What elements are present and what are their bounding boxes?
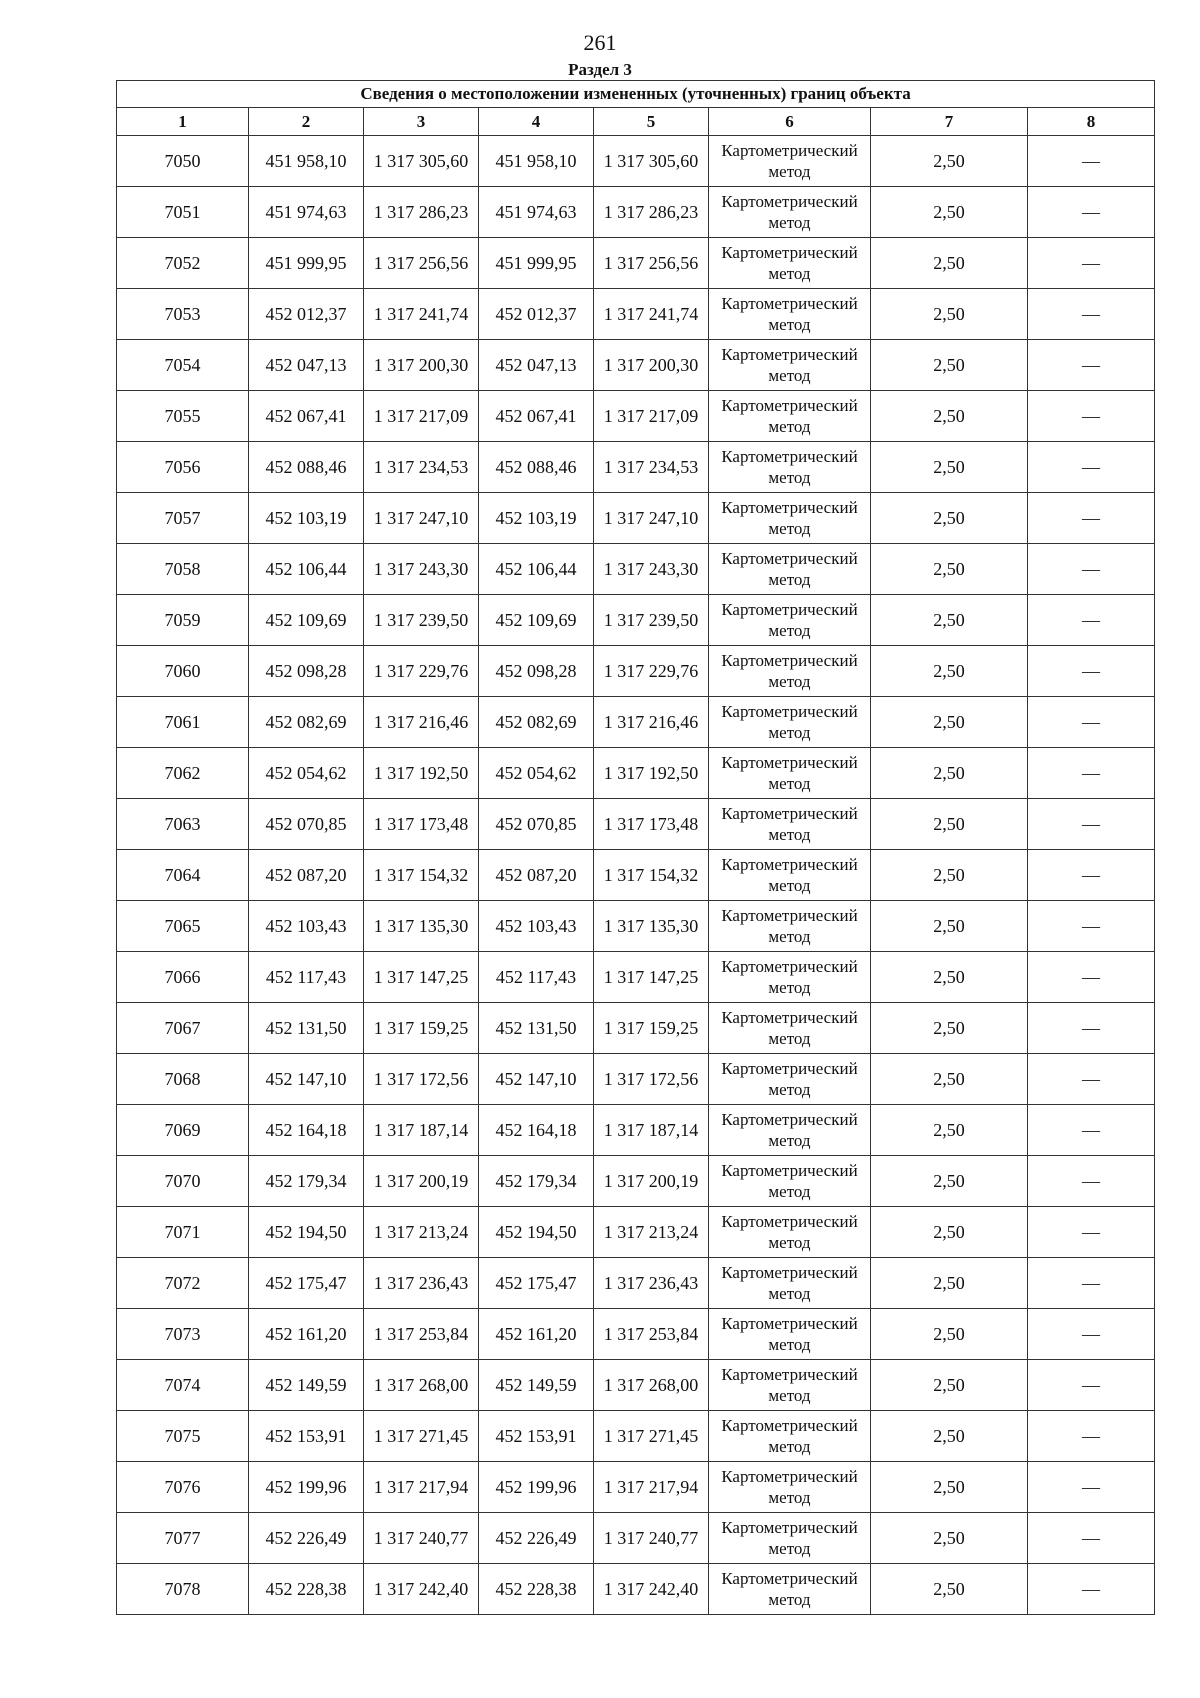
note-cell: — [1028, 595, 1155, 646]
y-existing-cell: 1 317 200,30 [364, 340, 479, 391]
point-number-cell: 7060 [117, 646, 249, 697]
table-row [117, 136, 1155, 187]
y-new-cell: 1 317 236,43 [594, 1258, 709, 1309]
note-cell: — [1028, 1003, 1155, 1054]
table-caption: Сведения о местоположении измененных (уточненных) границ объекта [117, 81, 1155, 108]
point-number-cell: 7052 [117, 238, 249, 289]
x-existing-cell: 452 153,91 [249, 1411, 364, 1462]
point-number-cell: 7069 [117, 1105, 249, 1156]
accuracy-cell: 2,50 [871, 1360, 1028, 1411]
y-existing-cell: 1 317 242,40 [364, 1564, 479, 1615]
x-existing-cell: 452 047,13 [249, 340, 364, 391]
accuracy-cell: 2,50 [871, 799, 1028, 850]
accuracy-cell: 2,50 [871, 442, 1028, 493]
y-new-cell: 1 317 271,45 [594, 1411, 709, 1462]
y-new-cell: 1 317 286,23 [594, 187, 709, 238]
note-cell: — [1028, 901, 1155, 952]
y-existing-cell: 1 317 236,43 [364, 1258, 479, 1309]
y-new-cell: 1 317 242,40 [594, 1564, 709, 1615]
y-new-cell: 1 317 234,53 [594, 442, 709, 493]
accuracy-cell: 2,50 [871, 340, 1028, 391]
y-new-cell: 1 317 268,00 [594, 1360, 709, 1411]
accuracy-cell: 2,50 [871, 1105, 1028, 1156]
x-new-cell: 452 103,43 [479, 901, 594, 952]
accuracy-cell: 2,50 [871, 1156, 1028, 1207]
table-row [117, 1054, 1155, 1105]
accuracy-cell: 2,50 [871, 1462, 1028, 1513]
x-existing-cell: 452 109,69 [249, 595, 364, 646]
method-cell: Картометрический метод [709, 136, 871, 187]
point-number-cell: 7065 [117, 901, 249, 952]
method-cell: Картометрический метод [709, 646, 871, 697]
y-new-cell: 1 317 305,60 [594, 136, 709, 187]
x-existing-cell: 452 226,49 [249, 1513, 364, 1564]
point-number-cell: 7070 [117, 1156, 249, 1207]
table-row [117, 1462, 1155, 1513]
x-new-cell: 452 147,10 [479, 1054, 594, 1105]
method-cell: Картометрический метод [709, 187, 871, 238]
point-number-cell: 7054 [117, 340, 249, 391]
y-new-cell: 1 317 256,56 [594, 238, 709, 289]
x-new-cell: 452 103,19 [479, 493, 594, 544]
note-cell: — [1028, 289, 1155, 340]
accuracy-cell: 2,50 [871, 1564, 1028, 1615]
column-header: 4 [479, 108, 594, 136]
accuracy-cell: 2,50 [871, 289, 1028, 340]
y-existing-cell: 1 317 239,50 [364, 595, 479, 646]
y-existing-cell: 1 317 268,00 [364, 1360, 479, 1411]
method-cell: Картометрический метод [709, 289, 871, 340]
x-existing-cell: 452 106,44 [249, 544, 364, 595]
y-existing-cell: 1 317 243,30 [364, 544, 479, 595]
y-new-cell: 1 317 247,10 [594, 493, 709, 544]
table-row [117, 952, 1155, 1003]
x-existing-cell: 452 149,59 [249, 1360, 364, 1411]
table-row [117, 1411, 1155, 1462]
y-existing-cell: 1 317 217,94 [364, 1462, 479, 1513]
method-cell: Картометрический метод [709, 1360, 871, 1411]
note-cell: — [1028, 1462, 1155, 1513]
y-new-cell: 1 317 217,94 [594, 1462, 709, 1513]
x-existing-cell: 452 194,50 [249, 1207, 364, 1258]
method-cell: Картометрический метод [709, 493, 871, 544]
point-number-cell: 7064 [117, 850, 249, 901]
column-header: 1 [117, 108, 249, 136]
method-cell: Картометрический метод [709, 799, 871, 850]
x-new-cell: 452 117,43 [479, 952, 594, 1003]
y-existing-cell: 1 317 154,32 [364, 850, 479, 901]
x-existing-cell: 452 098,28 [249, 646, 364, 697]
x-new-cell: 452 199,96 [479, 1462, 594, 1513]
y-existing-cell: 1 317 229,76 [364, 646, 479, 697]
method-cell: Картометрический метод [709, 1156, 871, 1207]
x-existing-cell: 452 199,96 [249, 1462, 364, 1513]
table-row [117, 544, 1155, 595]
note-cell: — [1028, 1360, 1155, 1411]
note-cell: — [1028, 1258, 1155, 1309]
point-number-cell: 7077 [117, 1513, 249, 1564]
x-existing-cell: 452 070,85 [249, 799, 364, 850]
y-existing-cell: 1 317 234,53 [364, 442, 479, 493]
x-existing-cell: 452 179,34 [249, 1156, 364, 1207]
x-new-cell: 452 153,91 [479, 1411, 594, 1462]
point-number-cell: 7067 [117, 1003, 249, 1054]
point-number-cell: 7074 [117, 1360, 249, 1411]
point-number-cell: 7053 [117, 289, 249, 340]
point-number-cell: 7078 [117, 1564, 249, 1615]
point-number-cell: 7050 [117, 136, 249, 187]
note-cell: — [1028, 697, 1155, 748]
x-new-cell: 452 175,47 [479, 1258, 594, 1309]
point-number-cell: 7072 [117, 1258, 249, 1309]
note-cell: — [1028, 952, 1155, 1003]
y-existing-cell: 1 317 173,48 [364, 799, 479, 850]
table-row [117, 1360, 1155, 1411]
y-existing-cell: 1 317 305,60 [364, 136, 479, 187]
note-cell: — [1028, 1411, 1155, 1462]
x-new-cell: 452 228,38 [479, 1564, 594, 1615]
accuracy-cell: 2,50 [871, 1309, 1028, 1360]
y-new-cell: 1 317 229,76 [594, 646, 709, 697]
x-new-cell: 452 149,59 [479, 1360, 594, 1411]
y-existing-cell: 1 317 217,09 [364, 391, 479, 442]
x-new-cell: 452 098,28 [479, 646, 594, 697]
y-new-cell: 1 317 173,48 [594, 799, 709, 850]
y-new-cell: 1 317 243,30 [594, 544, 709, 595]
y-new-cell: 1 317 154,32 [594, 850, 709, 901]
y-new-cell: 1 317 200,19 [594, 1156, 709, 1207]
table-row [117, 1258, 1155, 1309]
y-existing-cell: 1 317 147,25 [364, 952, 479, 1003]
accuracy-cell: 2,50 [871, 238, 1028, 289]
table-row [117, 697, 1155, 748]
accuracy-cell: 2,50 [871, 136, 1028, 187]
table-row [117, 901, 1155, 952]
boundary-coordinates-table [116, 80, 1155, 1615]
x-existing-cell: 451 958,10 [249, 136, 364, 187]
x-new-cell: 452 194,50 [479, 1207, 594, 1258]
table-row [117, 646, 1155, 697]
note-cell: — [1028, 850, 1155, 901]
method-cell: Картометрический метод [709, 1564, 871, 1615]
y-new-cell: 1 317 147,25 [594, 952, 709, 1003]
table-row [117, 187, 1155, 238]
method-cell: Картометрический метод [709, 952, 871, 1003]
x-existing-cell: 452 012,37 [249, 289, 364, 340]
y-new-cell: 1 317 253,84 [594, 1309, 709, 1360]
table-caption-row [117, 81, 1155, 108]
accuracy-cell: 2,50 [871, 544, 1028, 595]
note-cell: — [1028, 1054, 1155, 1105]
table-row [117, 1105, 1155, 1156]
method-cell: Картометрический метод [709, 901, 871, 952]
note-cell: — [1028, 544, 1155, 595]
table-row [117, 748, 1155, 799]
x-existing-cell: 452 161,20 [249, 1309, 364, 1360]
note-cell: — [1028, 238, 1155, 289]
x-existing-cell: 452 103,19 [249, 493, 364, 544]
accuracy-cell: 2,50 [871, 1003, 1028, 1054]
column-header: 2 [249, 108, 364, 136]
accuracy-cell: 2,50 [871, 901, 1028, 952]
point-number-cell: 7059 [117, 595, 249, 646]
x-existing-cell: 452 117,43 [249, 952, 364, 1003]
x-new-cell: 452 082,69 [479, 697, 594, 748]
y-existing-cell: 1 317 159,25 [364, 1003, 479, 1054]
method-cell: Картометрический метод [709, 1258, 871, 1309]
x-new-cell: 452 106,44 [479, 544, 594, 595]
y-existing-cell: 1 317 286,23 [364, 187, 479, 238]
x-new-cell: 451 974,63 [479, 187, 594, 238]
note-cell: — [1028, 391, 1155, 442]
accuracy-cell: 2,50 [871, 748, 1028, 799]
note-cell: — [1028, 748, 1155, 799]
accuracy-cell: 2,50 [871, 1258, 1028, 1309]
x-existing-cell: 452 131,50 [249, 1003, 364, 1054]
note-cell: — [1028, 187, 1155, 238]
y-existing-cell: 1 317 187,14 [364, 1105, 479, 1156]
point-number-cell: 7063 [117, 799, 249, 850]
method-cell: Картометрический метод [709, 1105, 871, 1156]
x-new-cell: 452 087,20 [479, 850, 594, 901]
x-existing-cell: 452 088,46 [249, 442, 364, 493]
y-existing-cell: 1 317 256,56 [364, 238, 479, 289]
page-number: 261 [583, 30, 617, 55]
table-row [117, 1003, 1155, 1054]
table-row [117, 799, 1155, 850]
y-new-cell: 1 317 187,14 [594, 1105, 709, 1156]
table-row [117, 442, 1155, 493]
point-number-cell: 7058 [117, 544, 249, 595]
accuracy-cell: 2,50 [871, 850, 1028, 901]
method-cell: Картометрический метод [709, 1309, 871, 1360]
method-cell: Картометрический метод [709, 391, 871, 442]
column-header: 7 [871, 108, 1028, 136]
y-new-cell: 1 317 240,77 [594, 1513, 709, 1564]
x-existing-cell: 452 228,38 [249, 1564, 364, 1615]
method-cell: Картометрический метод [709, 544, 871, 595]
x-existing-cell: 452 103,43 [249, 901, 364, 952]
accuracy-cell: 2,50 [871, 1207, 1028, 1258]
point-number-cell: 7062 [117, 748, 249, 799]
y-existing-cell: 1 317 271,45 [364, 1411, 479, 1462]
column-header: 6 [709, 108, 871, 136]
y-new-cell: 1 317 159,25 [594, 1003, 709, 1054]
point-number-cell: 7057 [117, 493, 249, 544]
x-new-cell: 452 109,69 [479, 595, 594, 646]
accuracy-cell: 2,50 [871, 595, 1028, 646]
note-cell: — [1028, 646, 1155, 697]
x-existing-cell: 452 082,69 [249, 697, 364, 748]
x-new-cell: 452 047,13 [479, 340, 594, 391]
table-row [117, 1309, 1155, 1360]
point-number-cell: 7076 [117, 1462, 249, 1513]
accuracy-cell: 2,50 [871, 1054, 1028, 1105]
table-row [117, 493, 1155, 544]
x-existing-cell: 452 175,47 [249, 1258, 364, 1309]
accuracy-cell: 2,50 [871, 493, 1028, 544]
x-new-cell: 452 067,41 [479, 391, 594, 442]
x-new-cell: 452 164,18 [479, 1105, 594, 1156]
point-number-cell: 7071 [117, 1207, 249, 1258]
x-new-cell: 452 054,62 [479, 748, 594, 799]
y-new-cell: 1 317 241,74 [594, 289, 709, 340]
y-existing-cell: 1 317 240,77 [364, 1513, 479, 1564]
x-new-cell: 452 070,85 [479, 799, 594, 850]
y-new-cell: 1 317 172,56 [594, 1054, 709, 1105]
method-cell: Картометрический метод [709, 850, 871, 901]
column-header: 8 [1028, 108, 1155, 136]
x-existing-cell: 452 067,41 [249, 391, 364, 442]
point-number-cell: 7055 [117, 391, 249, 442]
method-cell: Картометрический метод [709, 442, 871, 493]
point-number-cell: 7056 [117, 442, 249, 493]
x-existing-cell: 452 147,10 [249, 1054, 364, 1105]
note-cell: — [1028, 442, 1155, 493]
method-cell: Картометрический метод [709, 340, 871, 391]
y-existing-cell: 1 317 241,74 [364, 289, 479, 340]
x-new-cell: 451 999,95 [479, 238, 594, 289]
note-cell: — [1028, 1309, 1155, 1360]
x-new-cell: 452 179,34 [479, 1156, 594, 1207]
point-number-cell: 7073 [117, 1309, 249, 1360]
table-row [117, 289, 1155, 340]
accuracy-cell: 2,50 [871, 646, 1028, 697]
x-new-cell: 452 088,46 [479, 442, 594, 493]
table-row [117, 1513, 1155, 1564]
table-row [117, 391, 1155, 442]
accuracy-cell: 2,50 [871, 391, 1028, 442]
x-existing-cell: 451 974,63 [249, 187, 364, 238]
method-cell: Картометрический метод [709, 1411, 871, 1462]
y-existing-cell: 1 317 200,19 [364, 1156, 479, 1207]
point-number-cell: 7061 [117, 697, 249, 748]
table-row [117, 1564, 1155, 1615]
column-header-row [117, 108, 1155, 136]
point-number-cell: 7051 [117, 187, 249, 238]
note-cell: — [1028, 340, 1155, 391]
accuracy-cell: 2,50 [871, 187, 1028, 238]
y-existing-cell: 1 317 247,10 [364, 493, 479, 544]
y-existing-cell: 1 317 253,84 [364, 1309, 479, 1360]
method-cell: Картометрический метод [709, 748, 871, 799]
y-existing-cell: 1 317 135,30 [364, 901, 479, 952]
x-new-cell: 452 161,20 [479, 1309, 594, 1360]
note-cell: — [1028, 1105, 1155, 1156]
y-new-cell: 1 317 216,46 [594, 697, 709, 748]
point-number-cell: 7066 [117, 952, 249, 1003]
y-new-cell: 1 317 217,09 [594, 391, 709, 442]
note-cell: — [1028, 1207, 1155, 1258]
note-cell: — [1028, 1156, 1155, 1207]
y-new-cell: 1 317 213,24 [594, 1207, 709, 1258]
section-title: Раздел 3 [568, 60, 632, 79]
method-cell: Картометрический метод [709, 595, 871, 646]
x-existing-cell: 452 087,20 [249, 850, 364, 901]
y-new-cell: 1 317 239,50 [594, 595, 709, 646]
x-existing-cell: 451 999,95 [249, 238, 364, 289]
method-cell: Картометрический метод [709, 238, 871, 289]
x-new-cell: 452 226,49 [479, 1513, 594, 1564]
x-existing-cell: 452 164,18 [249, 1105, 364, 1156]
column-header: 3 [364, 108, 479, 136]
y-new-cell: 1 317 200,30 [594, 340, 709, 391]
y-existing-cell: 1 317 192,50 [364, 748, 479, 799]
x-new-cell: 452 012,37 [479, 289, 594, 340]
table-row [117, 238, 1155, 289]
note-cell: — [1028, 493, 1155, 544]
method-cell: Картометрический метод [709, 1513, 871, 1564]
y-existing-cell: 1 317 216,46 [364, 697, 479, 748]
x-existing-cell: 452 054,62 [249, 748, 364, 799]
note-cell: — [1028, 1513, 1155, 1564]
y-new-cell: 1 317 192,50 [594, 748, 709, 799]
method-cell: Картометрический метод [709, 1003, 871, 1054]
y-existing-cell: 1 317 172,56 [364, 1054, 479, 1105]
table-row [117, 595, 1155, 646]
table-row [117, 340, 1155, 391]
column-header: 5 [594, 108, 709, 136]
note-cell: — [1028, 799, 1155, 850]
y-new-cell: 1 317 135,30 [594, 901, 709, 952]
method-cell: Картометрический метод [709, 697, 871, 748]
accuracy-cell: 2,50 [871, 952, 1028, 1003]
accuracy-cell: 2,50 [871, 1411, 1028, 1462]
point-number-cell: 7075 [117, 1411, 249, 1462]
note-cell: — [1028, 1564, 1155, 1615]
y-existing-cell: 1 317 213,24 [364, 1207, 479, 1258]
method-cell: Картометрический метод [709, 1207, 871, 1258]
table-body [117, 136, 1155, 1615]
x-new-cell: 451 958,10 [479, 136, 594, 187]
table-row [117, 850, 1155, 901]
table-row [117, 1156, 1155, 1207]
accuracy-cell: 2,50 [871, 1513, 1028, 1564]
method-cell: Картометрический метод [709, 1462, 871, 1513]
method-cell: Картометрический метод [709, 1054, 871, 1105]
table-row [117, 1207, 1155, 1258]
accuracy-cell: 2,50 [871, 697, 1028, 748]
note-cell: — [1028, 136, 1155, 187]
point-number-cell: 7068 [117, 1054, 249, 1105]
x-new-cell: 452 131,50 [479, 1003, 594, 1054]
